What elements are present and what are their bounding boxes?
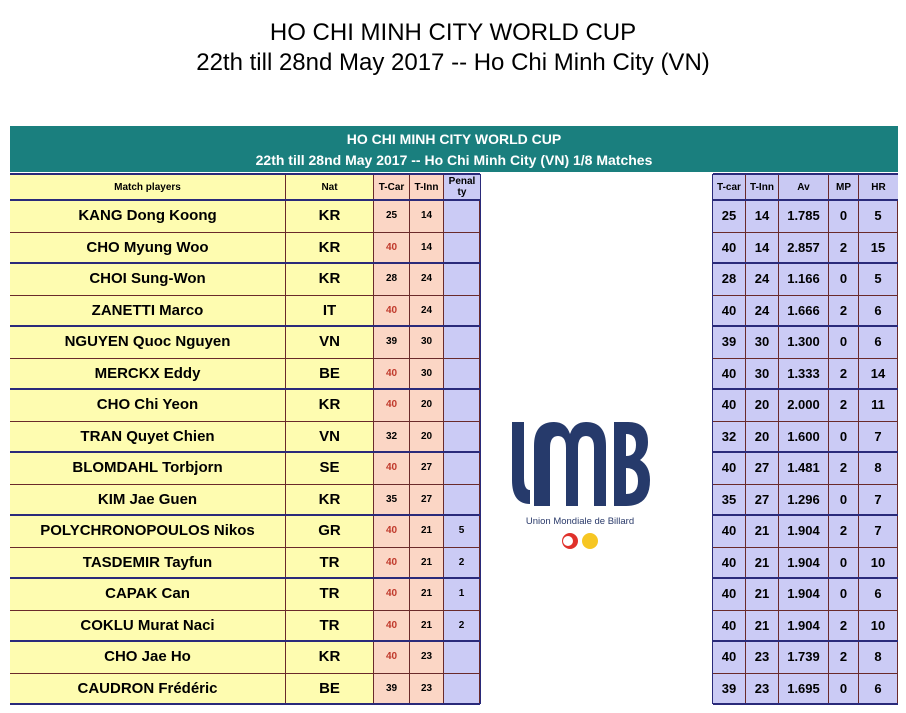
player-nat: TR xyxy=(286,578,374,610)
result-tcar: 40 xyxy=(713,641,746,673)
player-penalty xyxy=(444,358,480,390)
table-row xyxy=(10,295,898,327)
ball-highlight-icon xyxy=(563,536,573,546)
player-tinn: 21 xyxy=(410,515,444,547)
row-divider xyxy=(713,703,898,705)
col-header-penalty: Penal ty xyxy=(444,174,480,200)
col-header-nat: Nat xyxy=(286,174,374,200)
player-tcar: 35 xyxy=(374,484,410,516)
row-divider xyxy=(10,451,480,453)
player-tinn: 20 xyxy=(410,421,444,453)
player-tinn: 21 xyxy=(410,610,444,642)
result-mp: 0 xyxy=(829,547,859,579)
player-penalty xyxy=(444,263,480,295)
player-nat: KR xyxy=(286,200,374,232)
table-row xyxy=(10,610,898,642)
player-name: KIM Jae Guen xyxy=(10,484,286,516)
player-name: BLOMDAHL Torbjorn xyxy=(10,452,286,484)
result-mp: 0 xyxy=(829,484,859,516)
player-name: TRAN Quyet Chien xyxy=(10,421,286,453)
player-penalty xyxy=(444,452,480,484)
player-tinn: 30 xyxy=(410,326,444,358)
player-nat: KR xyxy=(286,389,374,421)
row-divider xyxy=(10,388,480,390)
row-divider xyxy=(10,514,480,516)
row-divider xyxy=(10,421,480,422)
result-hr: 5 xyxy=(859,263,898,295)
result-hr: 11 xyxy=(859,389,898,421)
row-divider xyxy=(10,232,480,233)
result-av: 1.695 xyxy=(779,673,829,705)
result-tinn: 21 xyxy=(746,547,779,579)
player-penalty: 2 xyxy=(444,610,480,642)
row-divider xyxy=(713,325,898,327)
page-title-line2: 22th till 28nd May 2017 -- Ho Chi Minh City (VN) xyxy=(196,49,710,76)
player-tcar: 40 xyxy=(374,358,410,390)
table-row xyxy=(10,358,898,390)
result-hr: 6 xyxy=(859,578,898,610)
player-tcar: 40 xyxy=(374,641,410,673)
row-divider xyxy=(10,325,480,327)
result-av: 1.904 xyxy=(779,578,829,610)
row-divider xyxy=(10,673,480,674)
result-tinn: 23 xyxy=(746,673,779,705)
col-header-mp: MP xyxy=(829,174,859,200)
result-tinn: 20 xyxy=(746,421,779,453)
player-tinn: 24 xyxy=(410,295,444,327)
row-divider xyxy=(713,295,898,296)
row-divider xyxy=(10,262,480,264)
player-name: CAPAK Can xyxy=(10,578,286,610)
result-mp: 2 xyxy=(829,641,859,673)
result-tcar: 40 xyxy=(713,578,746,610)
result-hr: 15 xyxy=(859,232,898,264)
row-divider xyxy=(10,547,480,548)
player-nat: BE xyxy=(286,673,374,705)
result-hr: 7 xyxy=(859,484,898,516)
player-tinn: 20 xyxy=(410,389,444,421)
player-nat: TR xyxy=(286,547,374,579)
player-tinn: 30 xyxy=(410,358,444,390)
table-header-line2: 22th till 28nd May 2017 -- Ho Chi Minh City (VN) 1/8 Matches xyxy=(255,152,653,168)
page-title-line1: HO CHI MINH CITY WORLD CUP xyxy=(269,19,637,46)
result-tcar: 40 xyxy=(713,452,746,484)
result-av: 1.481 xyxy=(779,452,829,484)
player-penalty xyxy=(444,200,480,232)
player-penalty xyxy=(444,326,480,358)
player-tcar: 25 xyxy=(374,200,410,232)
row-divider xyxy=(713,358,898,359)
player-nat: KR xyxy=(286,641,374,673)
player-name: CHO Chi Yeon xyxy=(10,389,286,421)
row-divider xyxy=(10,610,480,611)
table-header-line1: HO CHI MINH CITY WORLD CUP xyxy=(346,131,562,147)
player-penalty xyxy=(444,673,480,705)
result-tcar: 40 xyxy=(713,295,746,327)
player-penalty xyxy=(444,484,480,516)
table-row xyxy=(10,263,898,295)
result-tcar: 32 xyxy=(713,421,746,453)
result-tinn: 27 xyxy=(746,484,779,516)
result-hr: 5 xyxy=(859,200,898,232)
result-av: 1.333 xyxy=(779,358,829,390)
row-divider xyxy=(10,358,480,359)
result-tcar: 40 xyxy=(713,232,746,264)
result-tinn: 21 xyxy=(746,610,779,642)
result-tinn: 21 xyxy=(746,515,779,547)
results-table xyxy=(10,126,898,704)
row-divider xyxy=(713,610,898,611)
result-hr: 6 xyxy=(859,295,898,327)
result-mp: 2 xyxy=(829,232,859,264)
player-name: KANG Dong Koong xyxy=(10,200,286,232)
result-mp: 0 xyxy=(829,421,859,453)
result-av: 2.857 xyxy=(779,232,829,264)
player-tcar: 39 xyxy=(374,326,410,358)
result-hr: 6 xyxy=(859,326,898,358)
row-divider xyxy=(10,577,480,579)
header-divider xyxy=(713,173,898,175)
result-mp: 0 xyxy=(829,578,859,610)
player-nat: SE xyxy=(286,452,374,484)
result-tcar: 40 xyxy=(713,515,746,547)
row-divider xyxy=(713,514,898,516)
player-name: POLYCHRONOPOULOS Nikos xyxy=(10,515,286,547)
table-row xyxy=(10,484,898,516)
table-row xyxy=(10,389,898,421)
player-penalty xyxy=(444,295,480,327)
result-av: 1.785 xyxy=(779,200,829,232)
row-divider xyxy=(713,421,898,422)
result-mp: 0 xyxy=(829,200,859,232)
row-divider xyxy=(713,451,898,453)
result-av: 1.166 xyxy=(779,263,829,295)
result-hr: 8 xyxy=(859,452,898,484)
result-tcar: 40 xyxy=(713,358,746,390)
result-hr: 10 xyxy=(859,547,898,579)
player-penalty: 5 xyxy=(444,515,480,547)
player-penalty xyxy=(444,421,480,453)
player-tcar: 39 xyxy=(374,673,410,705)
result-tinn: 30 xyxy=(746,358,779,390)
result-tinn: 14 xyxy=(746,232,779,264)
result-av: 1.296 xyxy=(779,484,829,516)
table-row xyxy=(10,578,898,610)
result-tinn: 14 xyxy=(746,200,779,232)
col-header-right-tcar: T-car xyxy=(713,174,746,200)
player-nat: GR xyxy=(286,515,374,547)
result-av: 1.904 xyxy=(779,610,829,642)
result-mp: 2 xyxy=(829,515,859,547)
row-divider xyxy=(713,232,898,233)
logo-caption: Union Mondiale de Billard xyxy=(525,516,635,527)
player-tinn: 14 xyxy=(410,200,444,232)
result-hr: 7 xyxy=(859,421,898,453)
result-hr: 14 xyxy=(859,358,898,390)
player-tcar: 40 xyxy=(374,232,410,264)
player-nat: KR xyxy=(286,263,374,295)
player-nat: KR xyxy=(286,232,374,264)
player-tinn: 27 xyxy=(410,452,444,484)
row-divider xyxy=(713,199,898,201)
result-tinn: 24 xyxy=(746,263,779,295)
header-divider xyxy=(10,173,480,175)
result-hr: 7 xyxy=(859,515,898,547)
player-penalty: 2 xyxy=(444,547,480,579)
result-mp: 0 xyxy=(829,673,859,705)
player-tcar: 32 xyxy=(374,421,410,453)
result-tcar: 35 xyxy=(713,484,746,516)
table-row xyxy=(10,547,898,579)
result-tcar: 25 xyxy=(713,200,746,232)
player-tcar: 40 xyxy=(374,389,410,421)
player-nat: BE xyxy=(286,358,374,390)
row-divider xyxy=(713,673,898,674)
result-av: 1.666 xyxy=(779,295,829,327)
row-divider xyxy=(713,262,898,264)
player-tinn: 21 xyxy=(410,547,444,579)
player-tinn: 23 xyxy=(410,673,444,705)
result-av: 1.739 xyxy=(779,641,829,673)
player-name: NGUYEN Quoc Nguyen xyxy=(10,326,286,358)
player-tinn: 21 xyxy=(410,578,444,610)
player-tcar: 40 xyxy=(374,547,410,579)
table-row xyxy=(10,421,898,453)
row-divider xyxy=(713,640,898,642)
table-row xyxy=(10,326,898,358)
player-name: CHOI Sung-Won xyxy=(10,263,286,295)
result-tcar: 28 xyxy=(713,263,746,295)
col-header-players: Match players xyxy=(10,174,286,200)
row-divider xyxy=(10,199,480,201)
result-mp: 0 xyxy=(829,263,859,295)
result-tcar: 40 xyxy=(713,389,746,421)
result-tinn: 27 xyxy=(746,452,779,484)
row-divider xyxy=(713,577,898,579)
player-tinn: 24 xyxy=(410,263,444,295)
result-av: 1.904 xyxy=(779,547,829,579)
col-header-tcar: T-Car xyxy=(374,174,410,200)
result-tinn: 23 xyxy=(746,641,779,673)
player-name: CAUDRON Frédéric xyxy=(10,673,286,705)
player-name: TASDEMIR Tayfun xyxy=(10,547,286,579)
table-row xyxy=(10,515,898,547)
result-hr: 6 xyxy=(859,673,898,705)
result-av: 1.904 xyxy=(779,515,829,547)
player-name: ZANETTI Marco xyxy=(10,295,286,327)
player-tcar: 40 xyxy=(374,295,410,327)
result-mp: 2 xyxy=(829,452,859,484)
col-header-av: Av xyxy=(779,174,829,200)
result-hr: 10 xyxy=(859,610,898,642)
row-divider xyxy=(10,703,480,705)
result-tinn: 21 xyxy=(746,578,779,610)
table-row xyxy=(10,232,898,264)
player-name: MERCKX Eddy xyxy=(10,358,286,390)
player-name: CHO Myung Woo xyxy=(10,232,286,264)
player-tcar: 40 xyxy=(374,515,410,547)
result-mp: 0 xyxy=(829,326,859,358)
result-tcar: 40 xyxy=(713,610,746,642)
player-tcar: 40 xyxy=(374,578,410,610)
player-tcar: 28 xyxy=(374,263,410,295)
player-tinn: 23 xyxy=(410,641,444,673)
player-nat: VN xyxy=(286,326,374,358)
result-av: 1.600 xyxy=(779,421,829,453)
player-tcar: 40 xyxy=(374,452,410,484)
table-row xyxy=(10,200,898,232)
player-nat: KR xyxy=(286,484,374,516)
result-tcar: 39 xyxy=(713,326,746,358)
player-nat: VN xyxy=(286,421,374,453)
player-tinn: 27 xyxy=(410,484,444,516)
player-nat: TR xyxy=(286,610,374,642)
result-tinn: 20 xyxy=(746,389,779,421)
row-divider xyxy=(713,388,898,390)
player-name: CHO Jae Ho xyxy=(10,641,286,673)
table-row xyxy=(10,641,898,673)
result-mp: 2 xyxy=(829,295,859,327)
table-header-banner xyxy=(10,126,898,172)
result-mp: 2 xyxy=(829,389,859,421)
player-nat: IT xyxy=(286,295,374,327)
col-header-right-tinn: T-Inn xyxy=(746,174,779,200)
table-row xyxy=(10,452,898,484)
row-divider xyxy=(10,295,480,296)
player-tcar: 40 xyxy=(374,610,410,642)
player-tinn: 14 xyxy=(410,232,444,264)
yellow-ball-icon xyxy=(582,533,598,549)
table-row xyxy=(10,673,898,705)
player-penalty xyxy=(444,389,480,421)
result-hr: 8 xyxy=(859,641,898,673)
result-av: 1.300 xyxy=(779,326,829,358)
result-tcar: 40 xyxy=(713,547,746,579)
row-divider xyxy=(713,484,898,485)
player-penalty xyxy=(444,232,480,264)
row-divider xyxy=(10,640,480,642)
col-header-tinn: T-Inn xyxy=(410,174,444,200)
result-tcar: 39 xyxy=(713,673,746,705)
result-tinn: 30 xyxy=(746,326,779,358)
player-penalty: 1 xyxy=(444,578,480,610)
col-header-hr: HR xyxy=(859,174,898,200)
result-mp: 2 xyxy=(829,610,859,642)
row-divider xyxy=(713,547,898,548)
player-name: COKLU Murat Naci xyxy=(10,610,286,642)
result-av: 2.000 xyxy=(779,389,829,421)
logo-balls xyxy=(558,531,604,551)
result-tinn: 24 xyxy=(746,295,779,327)
result-mp: 2 xyxy=(829,358,859,390)
player-penalty xyxy=(444,641,480,673)
row-divider xyxy=(10,484,480,485)
